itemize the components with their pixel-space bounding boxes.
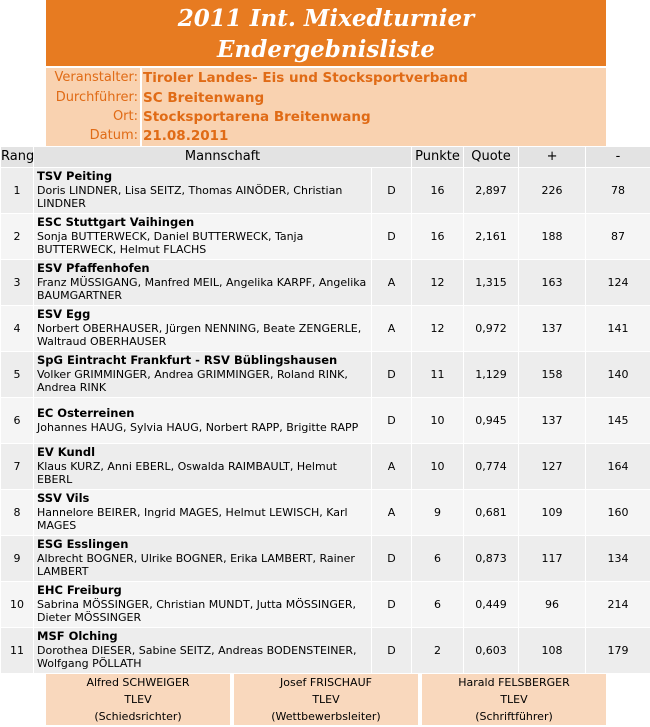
signature-referee <box>46 674 230 725</box>
plus-cell: 163 <box>519 260 586 306</box>
minus-cell: 87 <box>586 214 650 260</box>
minus-cell: 78 <box>586 168 650 214</box>
team-players: Norbert OBERHAUSER, Jürgen NENNING, Beate ZENGERLE, Waltraud OBERHAUSER <box>37 321 362 349</box>
table-row <box>1 214 650 260</box>
points-cell: 2 <box>412 628 464 674</box>
quote-cell: 0,603 <box>464 628 519 674</box>
group-cell: D <box>372 398 412 444</box>
title-line-1: 2011 Int. Mixedturnier <box>177 5 475 32</box>
team-cell <box>34 582 372 628</box>
table-row <box>1 536 650 582</box>
info-value: Tiroler Landes- Eis und Stocksportverband <box>142 68 606 88</box>
header-quote: Quote <box>464 147 519 168</box>
team-cell <box>34 214 372 260</box>
team-players: Hannelore BEIRER, Ingrid MAGES, Helmut LEWISCH, Karl MAGES <box>37 505 348 533</box>
info-label: Durchführer: <box>46 88 140 108</box>
table-row <box>1 352 650 398</box>
signature-secretary <box>422 674 606 725</box>
team-name: EV Kundl <box>37 445 96 460</box>
minus-cell: 145 <box>586 398 650 444</box>
table-row <box>1 582 650 628</box>
team-name: SpG Eintracht Frankfurt - RSV Büblingshausen <box>37 353 338 368</box>
team-name: MSF Olching <box>37 629 118 644</box>
title-banner <box>46 0 606 66</box>
plus-cell: 109 <box>519 490 586 536</box>
quote-cell: 1,315 <box>464 260 519 306</box>
header-minus: - <box>586 147 650 168</box>
signature-name: Harald FELSBERGER <box>422 674 606 691</box>
signature-competition-director <box>234 674 418 725</box>
plus-cell: 158 <box>519 352 586 398</box>
quote-cell: 0,681 <box>464 490 519 536</box>
group-cell: A <box>372 306 412 352</box>
minus-cell: 141 <box>586 306 650 352</box>
minus-cell: 179 <box>586 628 650 674</box>
table-row <box>1 260 650 306</box>
info-row-location <box>46 107 606 127</box>
info-row-date <box>46 126 606 146</box>
quote-cell: 0,873 <box>464 536 519 582</box>
points-cell: 12 <box>412 306 464 352</box>
group-cell: A <box>372 260 412 306</box>
points-cell: 12 <box>412 260 464 306</box>
signature-role: (Schiedsrichter) <box>46 708 230 725</box>
rank-cell: 8 <box>1 490 34 536</box>
rank-cell: 11 <box>1 628 34 674</box>
info-label: Veranstalter: <box>46 68 140 88</box>
points-cell: 16 <box>412 214 464 260</box>
rank-cell: 5 <box>1 352 34 398</box>
team-cell <box>34 260 372 306</box>
rank-cell: 2 <box>1 214 34 260</box>
results-table <box>0 146 650 674</box>
table-row <box>1 490 650 536</box>
group-cell: D <box>372 582 412 628</box>
info-label: Datum: <box>46 126 140 146</box>
team-players: Doris LINDNER, Lisa SEITZ, Thomas AINÖDER, Christian LINDNER <box>37 183 343 211</box>
points-cell: 10 <box>412 444 464 490</box>
team-cell <box>34 168 372 214</box>
signature-org: TLEV <box>234 691 418 708</box>
plus-cell: 226 <box>519 168 586 214</box>
team-name: EHC Freiburg <box>37 583 122 598</box>
team-name: TSV Peiting <box>37 169 113 184</box>
quote-cell: 0,774 <box>464 444 519 490</box>
group-cell: D <box>372 628 412 674</box>
team-players: Dorothea DIESER, Sabine SEITZ, Andreas BODENSTEINER, Wolfgang PÖLLATH <box>37 643 357 671</box>
team-cell <box>34 444 372 490</box>
minus-cell: 140 <box>586 352 650 398</box>
header-team: Mannschaft <box>34 147 412 168</box>
info-label: Ort: <box>46 107 140 127</box>
minus-cell: 160 <box>586 490 650 536</box>
team-name: ESG Esslingen <box>37 537 129 552</box>
team-cell <box>34 398 372 444</box>
quote-cell: 0,449 <box>464 582 519 628</box>
team-players: Johannes HAUG, Sylvia HAUG, Norbert RAPP, Brigitte RAPP <box>37 420 359 434</box>
plus-cell: 188 <box>519 214 586 260</box>
group-cell: A <box>372 444 412 490</box>
team-players: Volker GRIMMINGER, Andrea GRIMMINGER, Roland RINK, Andrea RINK <box>37 367 348 395</box>
team-cell <box>34 628 372 674</box>
rank-cell: 4 <box>1 306 34 352</box>
team-name: ESV Egg <box>37 307 91 322</box>
rank-cell: 6 <box>1 398 34 444</box>
points-cell: 6 <box>412 582 464 628</box>
title-line-2: Endergebnisliste <box>217 36 435 63</box>
plus-cell: 96 <box>519 582 586 628</box>
quote-cell: 1,129 <box>464 352 519 398</box>
team-players: Sonja BUTTERWECK, Daniel BUTTERWECK, Tanja BUTTERWECK, Helmut FLACHS <box>37 229 304 257</box>
signature-org: TLEV <box>422 691 606 708</box>
signature-role: (Schriftführer) <box>422 708 606 725</box>
plus-cell: 108 <box>519 628 586 674</box>
info-value: Stocksportarena Breitenwang <box>142 107 606 127</box>
table-row <box>1 444 650 490</box>
plus-cell: 137 <box>519 398 586 444</box>
group-cell: D <box>372 536 412 582</box>
header-rank: Rang <box>1 147 34 168</box>
plus-cell: 117 <box>519 536 586 582</box>
team-players: Klaus KURZ, Anni EBERL, Oswalda RAIMBAULT, Helmut EBERL <box>37 459 337 487</box>
rank-cell: 9 <box>1 536 34 582</box>
group-cell: A <box>372 490 412 536</box>
points-cell: 16 <box>412 168 464 214</box>
table-row <box>1 628 650 674</box>
rank-cell: 7 <box>1 444 34 490</box>
minus-cell: 214 <box>586 582 650 628</box>
minus-cell: 164 <box>586 444 650 490</box>
group-cell: D <box>372 168 412 214</box>
team-cell <box>34 536 372 582</box>
info-value: SC Breitenwang <box>142 88 606 108</box>
team-name: EC Osterreinen <box>37 406 135 420</box>
quote-cell: 0,972 <box>464 306 519 352</box>
points-cell: 10 <box>412 398 464 444</box>
minus-cell: 124 <box>586 260 650 306</box>
header-points: Punkte <box>412 147 464 168</box>
table-row <box>1 306 650 352</box>
team-players: Albrecht BOGNER, Ulrike BOGNER, Erika LAMBERT, Rainer LAMBERT <box>37 551 355 579</box>
points-cell: 9 <box>412 490 464 536</box>
signature-org: TLEV <box>46 691 230 708</box>
team-players: Franz MÜSSIGANG, Manfred MEIL, Angelika KARPF, Angelika BAUMGARTNER <box>37 275 367 303</box>
quote-cell: 2,897 <box>464 168 519 214</box>
table-row <box>1 398 650 444</box>
header-plus: + <box>519 147 586 168</box>
points-cell: 11 <box>412 352 464 398</box>
team-cell <box>34 352 372 398</box>
table-header-row <box>1 147 650 168</box>
points-cell: 6 <box>412 536 464 582</box>
team-name: SSV Vils <box>37 491 90 506</box>
minus-cell: 134 <box>586 536 650 582</box>
team-cell <box>34 306 372 352</box>
group-cell: D <box>372 352 412 398</box>
signature-role: (Wettbewerbsleiter) <box>234 708 418 725</box>
team-players: Sabrina MÖSSINGER, Christian MUNDT, Jutta MÖSSINGER, Dieter MÖSSINGER <box>37 597 356 625</box>
signature-name: Alfred SCHWEIGER <box>46 674 230 691</box>
team-name: ESV Pfaffenhofen <box>37 261 150 276</box>
rank-cell: 10 <box>1 582 34 628</box>
info-row-host <box>46 88 606 108</box>
team-name: ESC Stuttgart Vaihingen <box>37 215 195 230</box>
quote-cell: 0,945 <box>464 398 519 444</box>
group-cell: D <box>372 214 412 260</box>
rank-cell: 1 <box>1 168 34 214</box>
plus-cell: 137 <box>519 306 586 352</box>
team-cell <box>34 490 372 536</box>
signature-name: Josef FRISCHAUF <box>234 674 418 691</box>
table-row <box>1 168 650 214</box>
info-row-organizer <box>46 68 606 88</box>
quote-cell: 2,161 <box>464 214 519 260</box>
rank-cell: 3 <box>1 260 34 306</box>
info-value: 21.08.2011 <box>142 126 606 146</box>
plus-cell: 127 <box>519 444 586 490</box>
